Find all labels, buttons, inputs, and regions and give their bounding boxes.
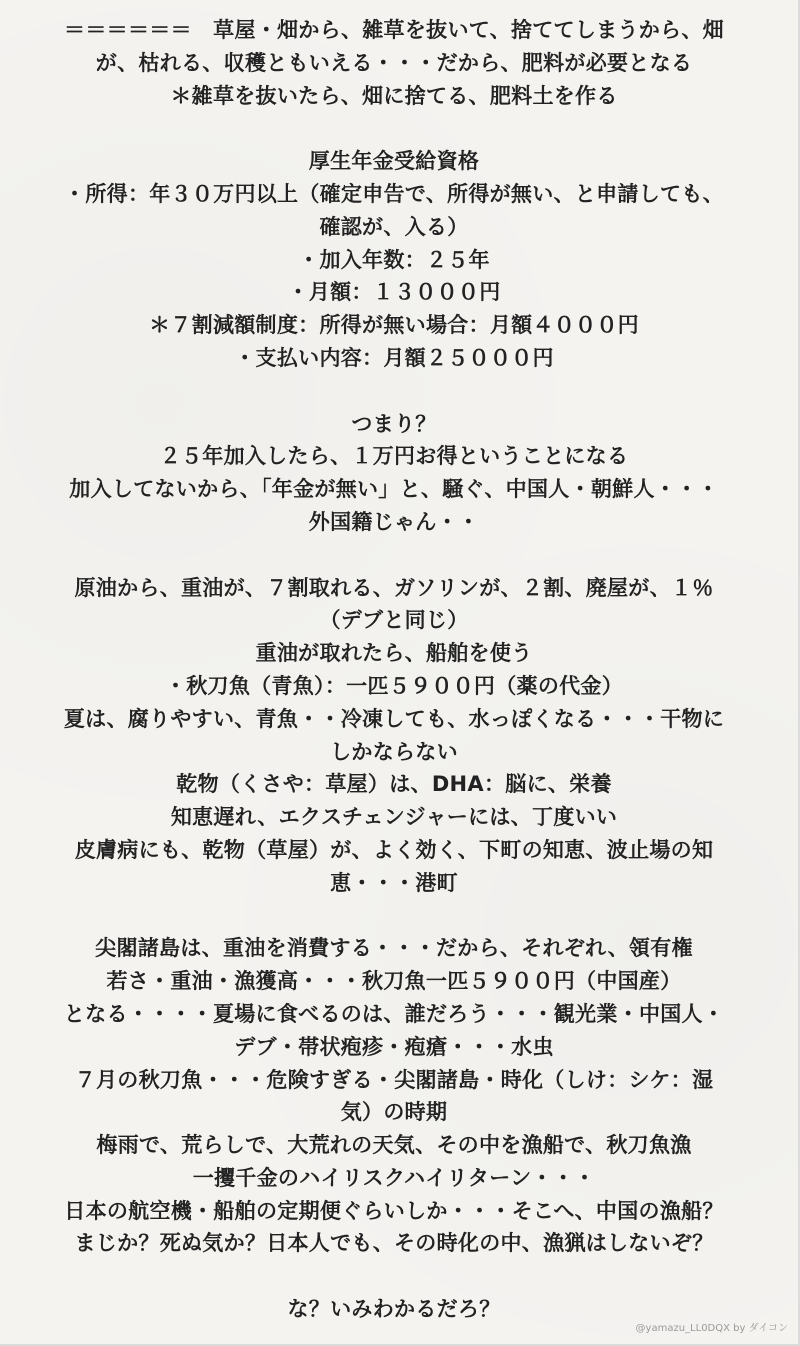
text-line: ・所得：年３０万円以上（確定申告で、所得が無い、と申請しても、 — [64, 181, 724, 206]
text-line: 厚生年金受給資格 — [308, 149, 480, 174]
blank-line — [14, 375, 774, 408]
text-line: な？いみわかるだろ？ — [287, 1297, 501, 1322]
text-line: ・秋刀魚（青魚）：一匹５９００円（薬の代金） — [164, 673, 624, 698]
text-line: 梅雨で、荒らしで、大荒れの天気、その中を漁船で、秋刀魚漁 — [96, 1133, 692, 1158]
text-line: ＊雑草を抜いたら、畑に捨てる、肥料土を作る — [170, 83, 618, 108]
text-line: デブ・帯状疱疹・疱瘡・・・水虫 — [234, 1034, 554, 1059]
text-line: となる・・・・夏場に食べるのは、誰だろう・・・観光業・中国人・ — [63, 1001, 725, 1026]
text-line: まじか？死ぬ気か？日本人でも、その時化の中、漁猟はしないぞ？ — [74, 1231, 714, 1256]
text-line: 乾物（くさや：草屋）は、DHA：脳に、栄養 — [176, 772, 612, 797]
text-line: ７月の秋刀魚・・・危険すぎる・尖閣諸島・時化（しけ：シケ：湿 — [74, 1067, 714, 1092]
text-line: 恵・・・港町 — [330, 870, 458, 895]
text-line: 日本の航空機・船舶の定期便ぐらいしか・・・そこへ、中国の漁船？ — [64, 1198, 724, 1223]
text-line: が、枯れる、収穫ともいえる・・・だから、肥料が必要となる — [95, 50, 693, 75]
text-line: 夏は、腐りやすい、青魚・・冷凍しても、水っぽくなる・・・干物に — [63, 706, 725, 731]
credit-watermark: @yamazu_LL0DQX by ダイコン — [635, 1323, 788, 1334]
text-line: 皮膚病にも、乾物（草屋）が、よく効く、下町の知恵、波止場の知 — [74, 837, 714, 862]
text-line: ・月額：１３０００円 — [287, 280, 501, 305]
blank-line — [14, 112, 774, 145]
text-line: 重油が取れたら、船舶を使う — [255, 641, 533, 666]
text-line: ・加入年数：２５年 — [298, 247, 490, 272]
text-line: 確認が、入る） — [319, 214, 469, 239]
text-line: 若さ・重油・漁獲高・・・秋刀魚一匹５９００円（中国産） — [106, 969, 682, 994]
text-line: 加入してないから、「年金が無い」と、騒ぐ、中国人・朝鮮人・・・ — [69, 477, 719, 502]
blank-line — [14, 539, 774, 572]
text-line: 尖閣諸島は、重油を消費する・・・だから、それぞれ、領有権 — [95, 936, 693, 961]
text-line: ・支払い内容：月額２５０００円 — [234, 345, 554, 370]
text-line: つまり？ — [351, 411, 437, 436]
text-body — [14, 14, 774, 1326]
text-line: しかならない — [330, 739, 458, 764]
text-line: 原油から、重油が、７割取れる、ガソリンが、２割、廃屋が、１％ — [74, 575, 714, 600]
text-line: 一攫千金のハイリスクハイリターン・・・ — [192, 1165, 596, 1190]
text-line: 知恵遅れ、エクスチェンジャーには、丁度いい — [170, 805, 618, 830]
text-line: ＝＝＝＝＝＝ 草屋・畑から、雑草を抜いて、捨ててしまうから、畑 — [64, 18, 724, 42]
text-line: 気）の時期 — [340, 1100, 448, 1125]
text-line: ＊７割減額制度：所得が無い場合：月額４０００円 — [149, 313, 639, 338]
text-line: （デブと同じ） — [319, 608, 469, 633]
blank-line — [14, 1260, 774, 1293]
blank-line — [14, 900, 774, 933]
text-line: ２５年加入したら、１万円お得ということになる — [159, 444, 629, 469]
text-line: 外国籍じゃん・・ — [308, 509, 480, 534]
